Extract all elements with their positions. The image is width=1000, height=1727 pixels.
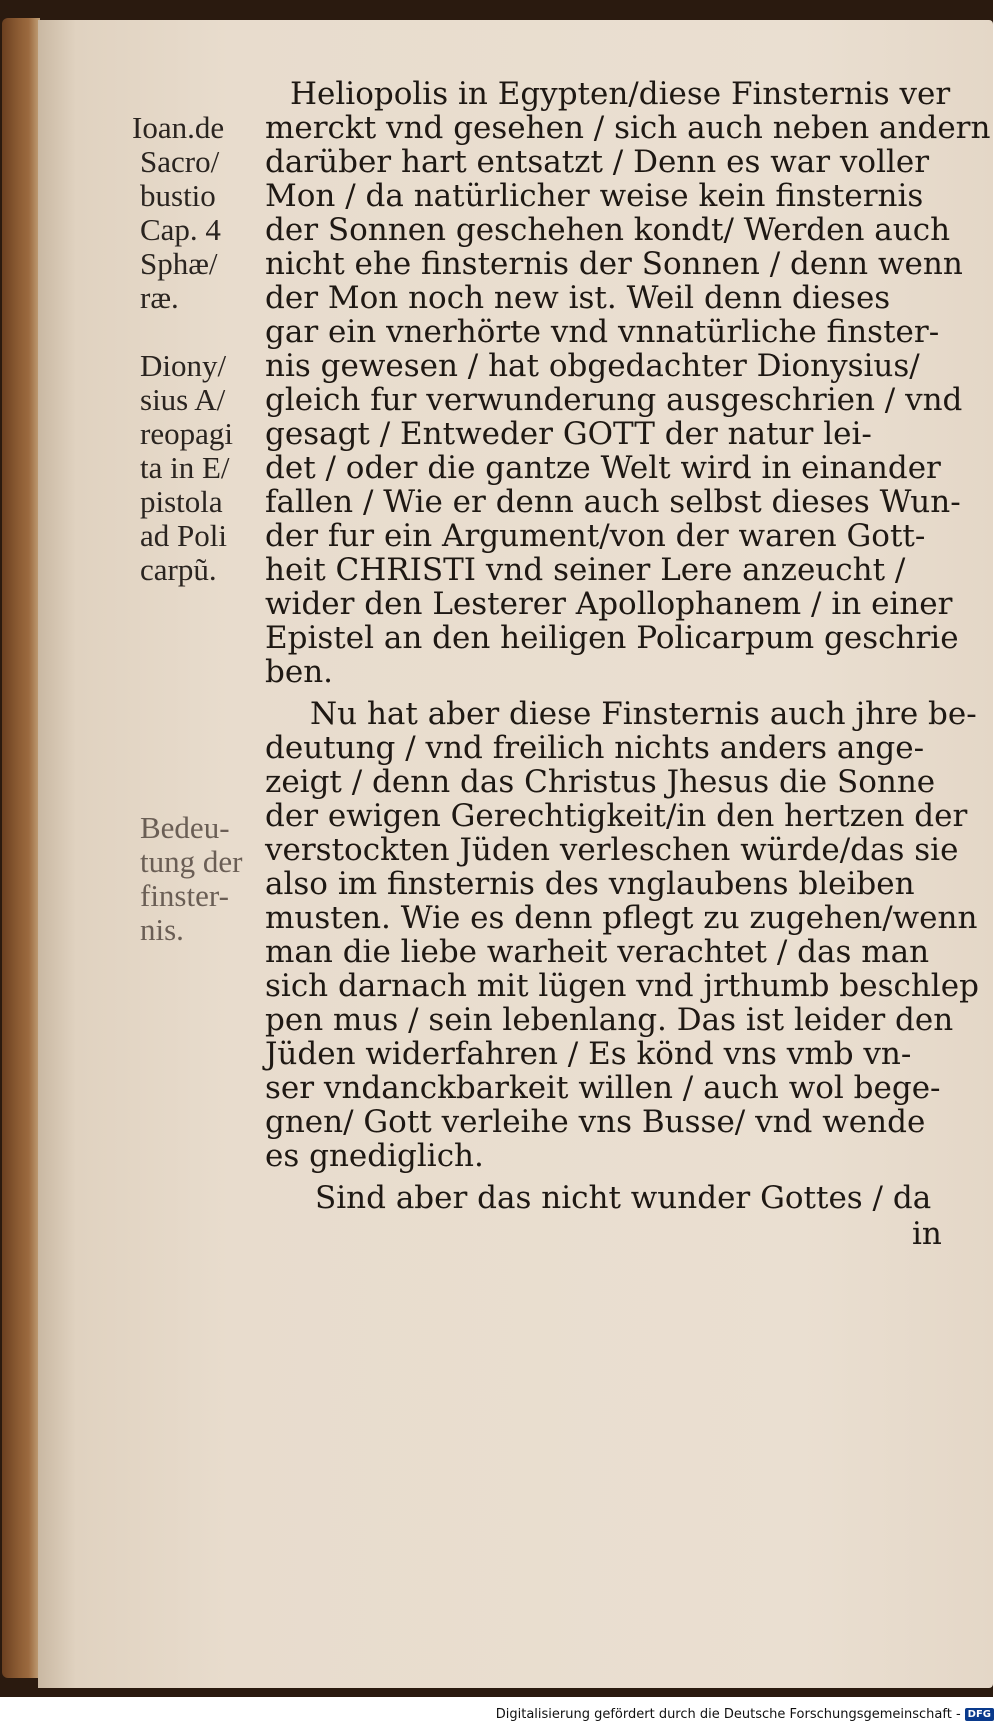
text-line: Nu hat aber diese Finsternis auch jhre be- bbox=[310, 696, 977, 732]
margin-note-line: ad Poli bbox=[140, 518, 227, 553]
margin-note-line: Sacro/ bbox=[140, 144, 220, 179]
margin-note-line: ræ. bbox=[140, 280, 179, 315]
margin-note-line: carpũ. bbox=[140, 552, 217, 587]
text-line: der ewigen Gerechtigkeit/in den hertzen der bbox=[265, 798, 968, 834]
margin-note-line: Bedeu- bbox=[140, 810, 230, 845]
text-line: Mon / da natürlicher weise kein finsternis bbox=[265, 178, 924, 214]
catchword: in bbox=[912, 1216, 942, 1252]
text-line: pen mus / sein lebenlang. Das ist leider den bbox=[265, 1002, 954, 1038]
text-line: gnen/ Gott verleihe vns Busse/ vnd wende bbox=[265, 1104, 926, 1140]
book-spine bbox=[2, 18, 40, 1678]
text-line: der fur ein Argument/von der waren Gott- bbox=[265, 518, 926, 554]
margin-note-line: Diony/ bbox=[140, 348, 227, 383]
text-line: sich darnach mit lügen vnd jrthumb beschlep bbox=[265, 968, 979, 1004]
digitization-footer bbox=[496, 1707, 994, 1722]
margin-note-line: Ioan.de bbox=[132, 110, 225, 145]
margin-note-line: ta in E/ bbox=[140, 450, 230, 485]
text-line: Jüden widerfahren / Es könd vns vmb vn- bbox=[265, 1036, 912, 1072]
text-line: nis gewesen / hat obgedachter Dionysius/ bbox=[265, 348, 920, 384]
text-line: gar ein vnerhörte vnd vnnatürliche finster- bbox=[265, 314, 940, 350]
text-line: ben. bbox=[265, 654, 334, 690]
text-line: zeigt / denn das Christus Jhesus die Sonne bbox=[265, 764, 936, 800]
text-line: man die liebe warheit verachtet / das man bbox=[265, 934, 930, 970]
text-line: ser vndanckbarkeit willen / auch wol bege- bbox=[265, 1070, 941, 1106]
text-line: merckt vnd gesehen / sich auch neben andern bbox=[265, 110, 991, 146]
text-line: heit CHRISTI vnd seiner Lere anzeucht / bbox=[265, 552, 906, 588]
dfg-logo: DFG bbox=[965, 1708, 994, 1721]
margin-note-line: pistola bbox=[140, 484, 223, 519]
text-line: det / oder die gantze Welt wird in einander bbox=[265, 450, 941, 486]
margin-note-line: sius A/ bbox=[140, 382, 226, 417]
margin-note-line: reopagi bbox=[140, 416, 233, 451]
text-line: nicht ehe finsternis der Sonnen / denn wenn bbox=[265, 246, 963, 282]
text-line: der Mon noch new ist. Weil denn dieses bbox=[265, 280, 891, 316]
text-line: der Sonnen geschehen kondt/ Werden auch bbox=[265, 212, 951, 248]
text-line: fallen / Wie er denn auch selbst dieses Wun- bbox=[265, 484, 961, 520]
margin-note-line: Cap. 4 bbox=[140, 212, 221, 247]
text-line: gleich fur verwunderung ausgeschrien / vnd bbox=[265, 382, 963, 418]
text-line: es gnediglich. bbox=[265, 1138, 484, 1174]
margin-note-line: Sphæ/ bbox=[140, 246, 218, 281]
margin-note-line: finster- bbox=[140, 878, 229, 913]
text-line: gesagt / Entweder GOTT der natur lei- bbox=[265, 416, 872, 452]
text-line: verstockten Jüden verleschen würde/das sie bbox=[265, 832, 959, 868]
text-line: Epistel an den heiligen Policarpum geschrie bbox=[265, 620, 959, 656]
text-line: musten. Wie es denn pflegt zu zugehen/wenn bbox=[265, 900, 978, 936]
text-line: deutung / vnd freilich nichts anders ange- bbox=[265, 730, 925, 766]
margin-note-line: tung der bbox=[140, 844, 243, 879]
margin-note-line: nis. bbox=[140, 912, 184, 947]
text-line: Heliopolis in Egypten/diese Finsternis ver bbox=[290, 76, 951, 112]
margin-note-line: bustio bbox=[140, 178, 216, 213]
text-line: Sind aber das nicht wunder Gottes / da bbox=[315, 1180, 932, 1216]
text-line: also im finsternis des vnglaubens bleiben bbox=[265, 866, 915, 902]
text-line: wider den Lesterer Apollophanem / in einer bbox=[265, 586, 953, 622]
text-line: darüber hart entsatzt / Denn es war voller bbox=[265, 144, 930, 180]
footer-text: Digitalisierung gefördert durch die Deutsche Forschungsgemeinschaft - bbox=[495, 1707, 961, 1722]
